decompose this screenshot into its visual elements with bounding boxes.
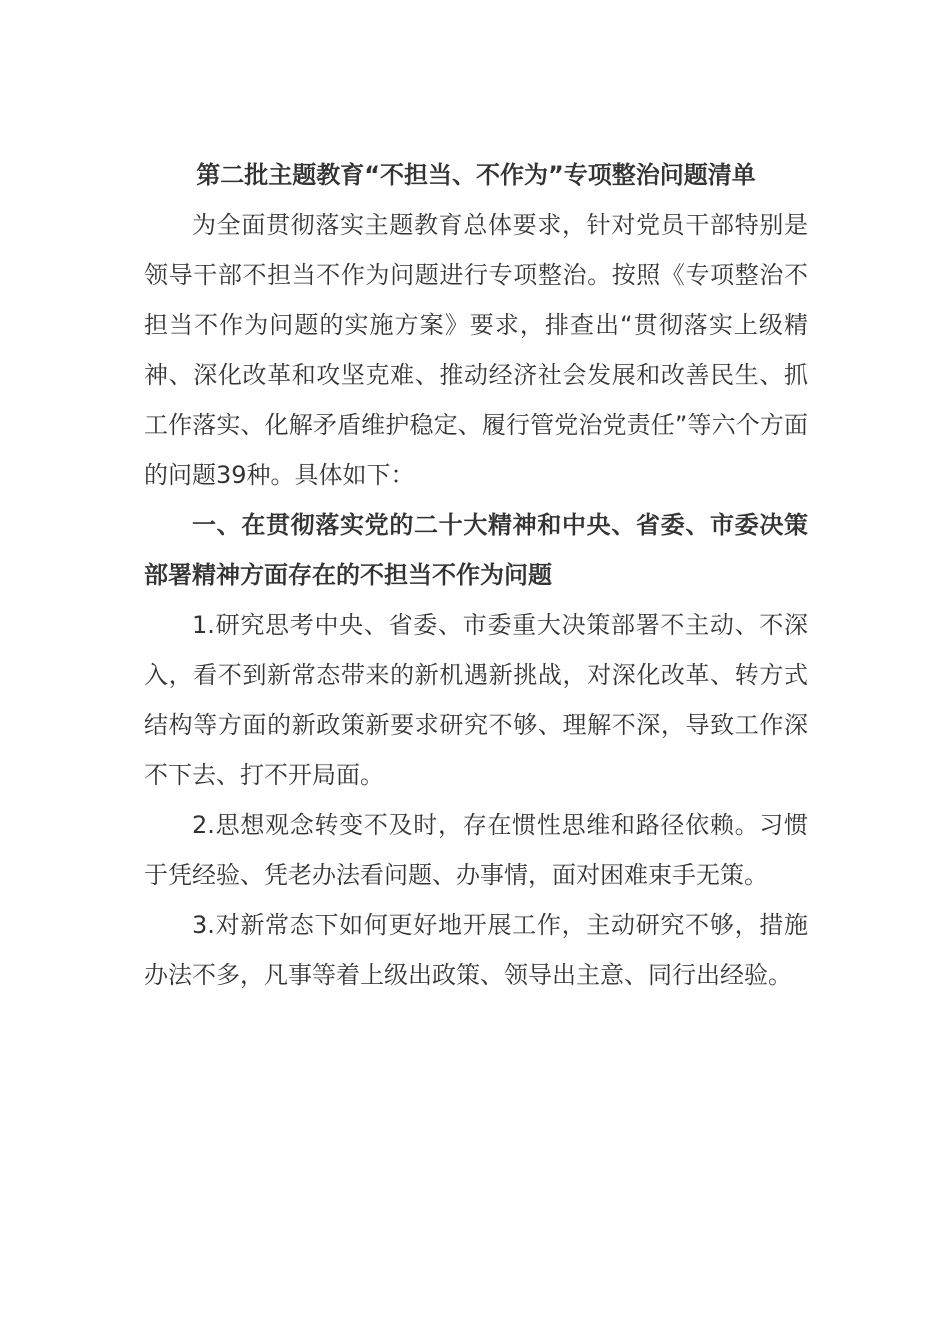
document-body [144, 150, 808, 1000]
list-item: 3.对新常态下如何更好地开展工作，主动研究不够，措施办法不多，凡事等着上级出政策、领导出主意、同行出经验。 [144, 911, 808, 989]
list-item: 1.研究思考中央、省委、市委重大决策部署不主动、不深入，看不到新常态带来的新机遇新挑战，对深化改革、转方式结构等方面的新政策新要求研究不够、理解不深，导致工作深不下去、打不开局面。 [144, 611, 808, 789]
document-title: 第二批主题教育“不担当、不作为”专项整治问题清单 [196, 161, 756, 189]
list-item: 2.思想观念转变不及时，存在惯性思维和路径依赖。习惯于凭经验、凭老办法看问题、办事情，面对困难束手无策。 [144, 811, 808, 889]
section-heading: 一、在贯彻落实党的二十大精神和中央、省委、市委决策部署精神方面存在的不担当不作为问题 [144, 511, 808, 589]
intro-paragraph: 为全面贯彻落实主题教育总体要求，针对党员干部特别是领导干部不担当不作为问题进行专项整治。按照《专项整治不担当不作为问题的实施方案》要求，排查出“贯彻落实上级精神、深化改革和攻坚克难、推动经济社会发展和改善民生、抓工作落实、化解矛盾维护稳定、履行管党治党责任”等六个方面的问题39种。具体如下： [144, 211, 808, 489]
